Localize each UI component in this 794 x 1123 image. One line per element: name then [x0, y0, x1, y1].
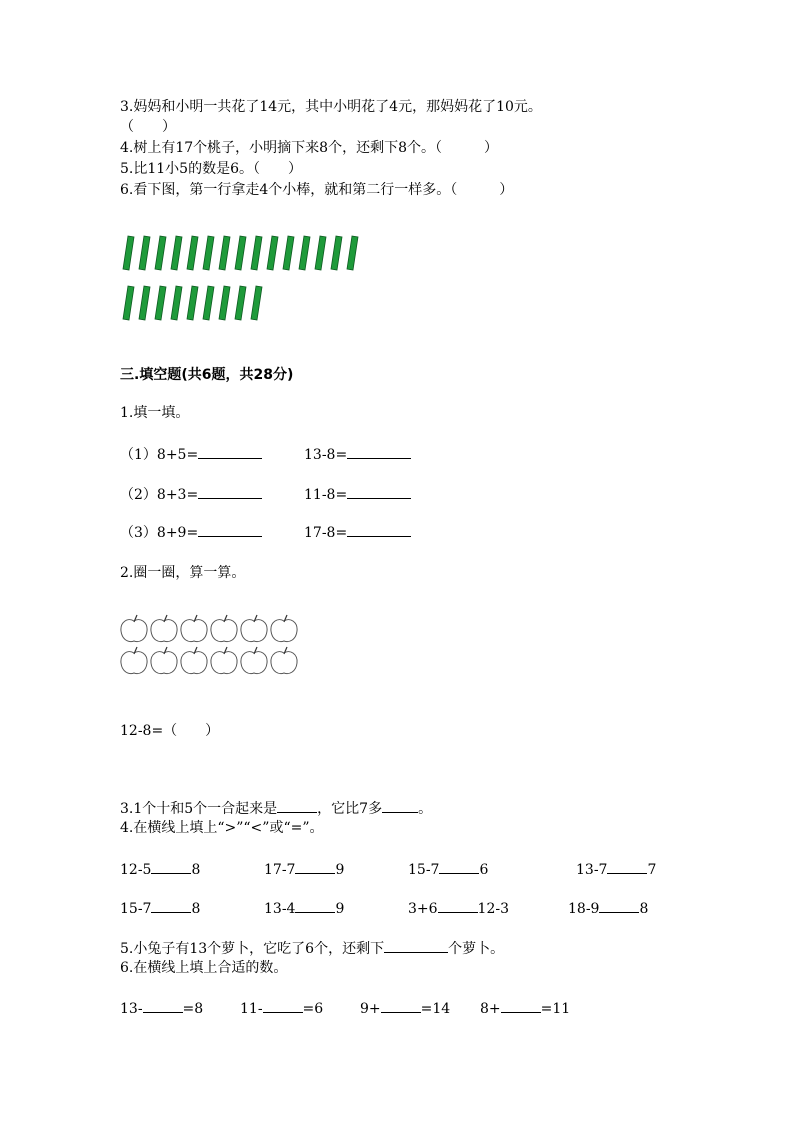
fill-q1-row2-left: （2）8+3= — [120, 484, 262, 504]
section-title: 三.填空题(共6题，共28分) — [120, 367, 294, 383]
answer-blank[interactable] — [295, 859, 335, 874]
apple — [151, 647, 177, 674]
compare-item: 12-5 8 — [120, 859, 200, 879]
stick — [235, 236, 246, 270]
stick — [283, 236, 294, 270]
stick — [235, 286, 246, 320]
apple — [121, 647, 147, 674]
compare-item: 13-4 9 — [264, 898, 344, 918]
apple — [211, 647, 237, 674]
apple — [271, 647, 297, 674]
stick — [219, 236, 230, 270]
apple — [151, 615, 177, 642]
fill-q1-row1-right: 13-8= — [304, 444, 411, 464]
apple — [181, 615, 207, 642]
apple — [121, 615, 147, 642]
apple-group — [118, 612, 308, 682]
stick — [171, 286, 182, 320]
fill-number-item: 13- =8 — [120, 998, 203, 1018]
compare-item: 17-7 9 — [264, 859, 344, 879]
answer-blank[interactable] — [143, 998, 183, 1013]
judge-q3-answer-paren[interactable]: （ ） — [120, 119, 176, 135]
stick — [139, 286, 150, 320]
stick — [187, 286, 198, 320]
sticks-row-2 — [118, 286, 268, 326]
fill-q1-row2-right: 11-8= — [304, 484, 411, 504]
judge-q4: 4.树上有17个桃子，小明摘下来8个，还剩下8个。（ ） — [120, 140, 498, 156]
answer-blank[interactable] — [347, 444, 411, 459]
compare-item: 15-7 6 — [408, 859, 488, 879]
answer-blank[interactable] — [347, 484, 411, 499]
answer-blank[interactable] — [277, 798, 317, 813]
fill-q1-row3-left: （3）8+9= — [120, 522, 262, 542]
stick — [155, 236, 166, 270]
stick — [187, 236, 198, 270]
stick — [347, 236, 358, 270]
apple — [211, 615, 237, 642]
answer-blank[interactable] — [295, 898, 335, 913]
answer-blank[interactable] — [382, 798, 418, 813]
answer-blank[interactable] — [151, 898, 191, 913]
stick — [155, 286, 166, 320]
stick — [251, 236, 262, 270]
fill-q2-prompt: 2.圈一圈，算一算。 — [120, 565, 246, 581]
compare-item: 13-7 7 — [576, 859, 656, 879]
fill-number-item: 8+ =11 — [480, 998, 570, 1018]
judge-q6: 6.看下图，第一行拿走4个小棒，就和第二行一样多。（ ） — [120, 182, 514, 198]
fill-q1-row3-right: 17-8= — [304, 522, 411, 542]
fill-q1-prompt: 1.填一填。 — [120, 405, 190, 421]
apple — [241, 647, 267, 674]
judge-q5: 5.比11小5的数是6。（ ） — [120, 161, 302, 177]
apple — [181, 647, 207, 674]
answer-blank[interactable] — [381, 998, 421, 1013]
stick — [203, 236, 214, 270]
answer-blank[interactable] — [151, 859, 191, 874]
stick — [299, 236, 310, 270]
stick — [123, 236, 134, 270]
answer-blank[interactable] — [501, 998, 541, 1013]
fill-number-item: 11- =6 — [240, 998, 323, 1018]
answer-blank[interactable] — [384, 938, 448, 953]
compare-item: 15-7 8 — [120, 898, 200, 918]
fill-q2-equation[interactable]: 12-8=（ ） — [120, 723, 220, 739]
compare-item: 18-9 8 — [568, 898, 648, 918]
answer-blank[interactable] — [198, 444, 262, 459]
answer-blank[interactable] — [599, 898, 639, 913]
stick — [331, 236, 342, 270]
sticks-row-1 — [118, 236, 358, 276]
fill-number-item: 9+ =14 — [360, 998, 450, 1018]
stick — [267, 236, 278, 270]
answer-blank[interactable] — [198, 484, 262, 499]
compare-item: 3+6 12-3 — [408, 898, 509, 918]
fill-q4-prompt: 4.在横线上填上“>”“<”或“=”。 — [120, 820, 324, 836]
stick — [219, 286, 230, 320]
stick — [123, 286, 134, 320]
answer-blank[interactable] — [198, 522, 262, 537]
answer-blank[interactable] — [607, 859, 647, 874]
answer-blank[interactable] — [438, 898, 478, 913]
fill-q6-prompt: 6.在横线上填上合适的数。 — [120, 960, 288, 976]
judge-q3: 3.妈妈和小明一共花了14元，其中小明花了4元，那妈妈花了10元。 — [120, 99, 542, 115]
answer-blank[interactable] — [439, 859, 479, 874]
fill-q5: 5.小兔子有13个萝卜，它吃了6个，还剩下 个萝卜。 — [120, 938, 504, 958]
stick — [139, 236, 150, 270]
stick — [171, 236, 182, 270]
stick — [203, 286, 214, 320]
answer-blank[interactable] — [347, 522, 411, 537]
apple — [241, 615, 267, 642]
fill-q3: 3.1个十和5个一合起来是 ，它比7多 。 — [120, 798, 432, 818]
stick — [315, 236, 326, 270]
apple — [271, 615, 297, 642]
stick — [251, 286, 262, 320]
answer-blank[interactable] — [263, 998, 303, 1013]
fill-q1-row1-left: （1）8+5= — [120, 444, 262, 464]
